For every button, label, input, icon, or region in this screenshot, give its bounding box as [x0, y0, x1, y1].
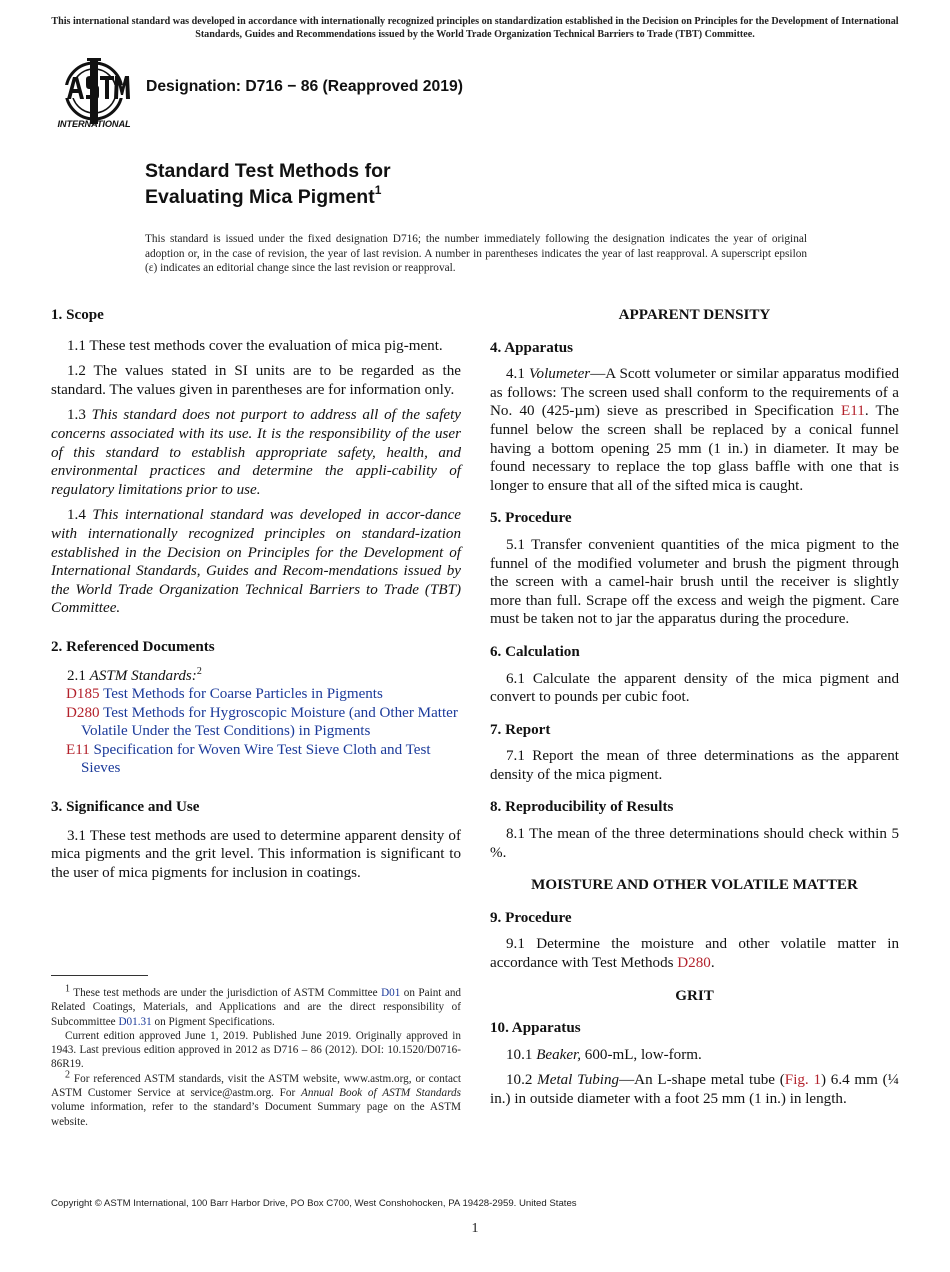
wto-notice: This international standard was developed in accordance with internationally recognized principles on standardization established in the Decision on Principles for the Development of International Standards, Guides and Recommendations issued by the World Trade Organization Technical Barriers to Trade (TBT) Committee.	[51, 16, 899, 40]
section-10-heading: 10. Apparatus	[490, 1020, 581, 1037]
para-3-1: 3.1 These test methods are used to determine apparent density of mica pigments and the grit level. This information is significant to the user of mica pigments for inclusion in coatings.	[51, 827, 461, 881]
link-d280[interactable]: D280	[677, 955, 711, 972]
link-d01-31[interactable]: D01.31	[118, 1015, 152, 1028]
title-line-2: Evaluating Mica Pigment$^1$	[145, 182, 382, 208]
para-6-1: 6.1 Calculate the apparent density of the mica pigment and convert to pounds per cubic foot.	[490, 670, 899, 706]
para-10-2: 10.2 Metal Tubing—An L-shape metal tube (Fig. 1) 6.4 mm (¼ in.) in outside diameter with a foot 25 mm (1 in.) in length.	[490, 1072, 899, 1107]
heading-apparent-density: APPARENT DENSITY	[618, 307, 771, 323]
heading-grit: GRIT	[675, 987, 714, 1004]
ref-d185[interactable]: D185 Test Methods for Coarse Particles in Pigments	[66, 686, 383, 703]
preface-note: This standard is issued under the fixed designation D716; the number immediately following the designation indicates the year of original adoption or, in the case of revision, the year of last revision. A number in parentheses indicates the year of last reapproval. A superscript epsilon (ε) indicates an editorial change since the last revision or reapproval.	[145, 233, 807, 274]
link-fig-1[interactable]: Fig. 1	[784, 1072, 822, 1089]
copyright-notice: Copyright © ASTM International, 100 Barr Harbor Drive, PO Box C700, West Conshohocken, PA 19428-2959. United States	[51, 1198, 577, 1209]
section-8-heading: 8. Reproducibility of Results	[490, 799, 674, 816]
footnotes	[51, 983, 462, 1129]
para-7-1: 7.1 Report the mean of three determinations as the apparent density of the mica pigment.	[490, 748, 899, 783]
section-1-heading: 1. Scope	[51, 307, 104, 323]
section-7-heading: 7. Report	[490, 721, 551, 738]
right-column	[490, 306, 899, 1109]
section-4-heading: 4. Apparatus	[490, 339, 574, 356]
para-10-1: 10.1 Beaker, 600-mL, low-form.	[506, 1046, 702, 1063]
link-d01[interactable]: D01	[381, 987, 401, 999]
section-2-heading: 2. Referenced Documents	[51, 638, 215, 655]
para-2-1: 2.1 ASTM Standards:$^2$	[67, 665, 202, 684]
heading-moisture: MOISTURE AND OTHER VOLATILE MATTER	[531, 877, 858, 894]
para-9-1: 9.1 Determine the moisture and other volatile matter in accordance with Test Methods D280.	[490, 936, 899, 972]
title-line-1: Standard Test Methods for	[145, 160, 391, 182]
title-footnote-mark: 1	[374, 182, 382, 197]
para-1-1: 1.1 These test methods cover the evaluation of mica pig-ment.	[67, 337, 443, 354]
section-3-heading: 3. Significance and Use	[51, 799, 200, 816]
footnote-divider	[51, 975, 148, 976]
para-1-2: 1.2 The values stated in SI units are to be regarded as the standard. The values given in parentheses are for information only.	[51, 363, 461, 398]
logo-wordmark: INTERNATIONAL	[57, 119, 131, 129]
para-5-1: 5.1 Transfer convenient quantities of the mica pigment to the funnel of the modified volumeter and brush the pigment through the screen with a camel-hair brush until the receiver is slightly more than full. Scrape off the excess and weigh the pigment. Care must be taken not to jar the apparatus during the procedure.	[490, 536, 899, 628]
ref-e11[interactable]: E11 Specification for Woven Wire Test Sieve Cloth and Test Sieves	[66, 741, 431, 777]
section-9-heading: 9. Procedure	[490, 909, 572, 926]
link-e11[interactable]: E11	[841, 403, 865, 420]
document-title	[145, 158, 391, 210]
section-6-heading: 6. Calculation	[490, 643, 580, 660]
designation: Designation: D716 − 86 (Reapproved 2019)	[146, 78, 463, 95]
footnote-2: $^2$ For referenced ASTM standards, visit the ASTM website, www.astm.org, or contact ASTM Customer Service at service@astm.org. For Annual Book of ASTM Standards volume information, refer to the standard’s Document Summary page on the ASTM website.	[51, 1069, 461, 1128]
left-column	[51, 306, 461, 882]
page-number: 1	[471, 1221, 479, 1236]
para-4-1: 4.1 Volumeter—A Scott volumeter or similar apparatus modified as follows: The screen used shall conform to the requirements of a No. 40 (425-µm) sieve as prescribed in Specification E11. The funnel below the screen shall be replaced by a conical funnel having a bottom opening 25 mm (1 in.) in diameter. It may be found necessary to replace the top glass baffle with one that is longer to ensure that all of the sifted mica is caught.	[490, 366, 900, 494]
ref-d280[interactable]: D280 Test Methods for Hygroscopic Moisture (and Other Matter Volatile Under the Test Conditions) in Pigments	[66, 704, 458, 740]
section-5-heading: 5. Procedure	[490, 510, 572, 527]
footnote-1-edition: Current edition approved June 1, 2019. Published June 2019. Originally approved in 1943. Last previous edition approved in 2012 as D716 – 86 (2012). DOI: 10.1520/D0716-86R19.	[51, 1029, 461, 1071]
para-1-4: 1.4 This international standard was developed in accor-dance with internationally recognized principles on standard-ization established in the Decision on Principles for the Development of International Standards, Guides and Recom-mendations issued by the World Trade Organization Technical Barriers to Trade (TBT) Committee.	[51, 507, 462, 617]
para-8-1: 8.1 The mean of the three determinations should check within 5 %.	[490, 826, 899, 861]
footnote-1: $^1$ These test methods are under the jurisdiction of ASTM Committee D01 on Paint and Related Coatings, Materials, and Applications and are the direct responsibility of Subcommittee D01.31 on Pigment Specifications.	[51, 983, 462, 1028]
para-1-3: 1.3 This standard does not purport to address all of the safety concerns associated with its use. It is the responsibility of the user of this standard to establish appropriate safety, health, and environmental practices and determine the appli-cability of regulatory limitations prior to use.	[51, 407, 462, 498]
